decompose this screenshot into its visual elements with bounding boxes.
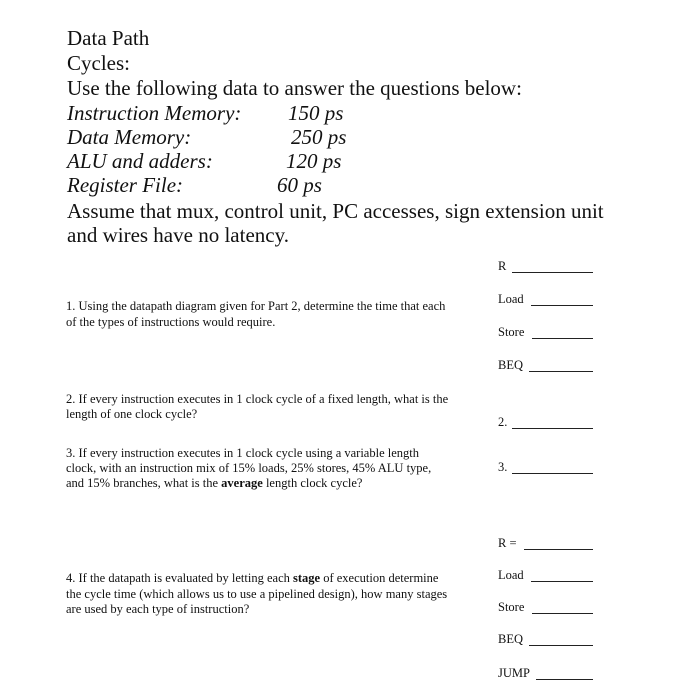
- q4-answer-blank-jump[interactable]: [536, 679, 593, 680]
- intro-text: Use the following data to answer the questions below:: [67, 76, 522, 100]
- q1-answer-blank-load[interactable]: [531, 305, 593, 306]
- q4-answer-blank-store[interactable]: [532, 613, 593, 614]
- q4-answer-blank-r[interactable]: [524, 549, 593, 550]
- q3-line-3-bold: average: [221, 476, 263, 490]
- q4-answer-label-jump: JUMP: [498, 666, 530, 680]
- q4-answer-label-load: Load: [498, 568, 524, 582]
- q1-answer-blank-r[interactable]: [512, 272, 593, 273]
- page-subtitle: Cycles:: [67, 51, 130, 75]
- q4-line-3: are used by each type of instruction?: [66, 602, 250, 616]
- q3-line-3: [66, 476, 362, 491]
- latency-value-alu-adders: 120 ps: [286, 149, 342, 173]
- q2-answer-blank[interactable]: [512, 428, 593, 429]
- q3-line-2: clock, with an instruction mix of 15% loads, 25% stores, 45% ALU type,: [66, 461, 432, 475]
- q4-answer-label-store: Store: [498, 600, 525, 614]
- q1-answer-label-store: Store: [498, 325, 525, 339]
- latency-value-data-memory: 250 ps: [291, 125, 347, 149]
- q4-line-1-bold: stage: [293, 571, 321, 585]
- latency-value-instruction-memory: 150 ps: [288, 101, 344, 125]
- latency-value-register-file: 60 ps: [277, 173, 322, 197]
- q1-answer-label-load: Load: [498, 292, 524, 306]
- q4-line-1-post: of execution determine: [320, 571, 439, 585]
- q3-line-3-pre: and 15% branches, what is the: [66, 476, 222, 490]
- q4-answer-blank-load[interactable]: [531, 581, 593, 582]
- latency-label-data-memory: Data Memory:: [67, 125, 192, 149]
- latency-label-instruction-memory: Instruction Memory:: [67, 101, 242, 125]
- q3-line-3-post: length clock cycle?: [262, 476, 363, 490]
- q2-line-1: 2. If every instruction executes in 1 clock cycle of a fixed length, what is the: [66, 392, 449, 406]
- q4-line-1: [66, 571, 438, 586]
- q1-line-1: 1. Using the datapath diagram given for Part 2, determine the time that each: [66, 299, 446, 313]
- q3-line-1: 3. If every instruction executes in 1 clock cycle using a variable length: [66, 446, 419, 460]
- q1-answer-label-r: R: [498, 259, 507, 273]
- q4-answer-blank-beq[interactable]: [529, 645, 593, 646]
- q3-answer-blank[interactable]: [512, 473, 593, 474]
- latency-label-register-file: Register File:: [67, 173, 184, 197]
- q4-line-1-pre: 4. If the datapath is evaluated by letting each: [66, 571, 293, 585]
- q4-answer-label-r: R =: [498, 536, 517, 550]
- q4-line-2: the cycle time (which allows us to use a pipelined design), how many stages: [66, 587, 448, 601]
- latency-label-alu-adders: ALU and adders:: [67, 149, 213, 173]
- assumption-line-1: Assume that mux, control unit, PC accesses, sign extension unit: [67, 199, 604, 223]
- q1-answer-label-beq: BEQ: [498, 358, 523, 372]
- q3-answer-label: 3.: [498, 460, 508, 474]
- page-title: Data Path: [67, 26, 150, 50]
- q1-answer-blank-beq[interactable]: [529, 371, 593, 372]
- q1-answer-blank-store[interactable]: [532, 338, 593, 339]
- q4-answer-label-beq: BEQ: [498, 632, 523, 646]
- q1-line-2: of the types of instructions would require.: [66, 315, 276, 329]
- q2-line-2: length of one clock cycle?: [66, 407, 198, 421]
- assumption-line-2: and wires have no latency.: [67, 223, 289, 247]
- q2-answer-label: 2.: [498, 415, 508, 429]
